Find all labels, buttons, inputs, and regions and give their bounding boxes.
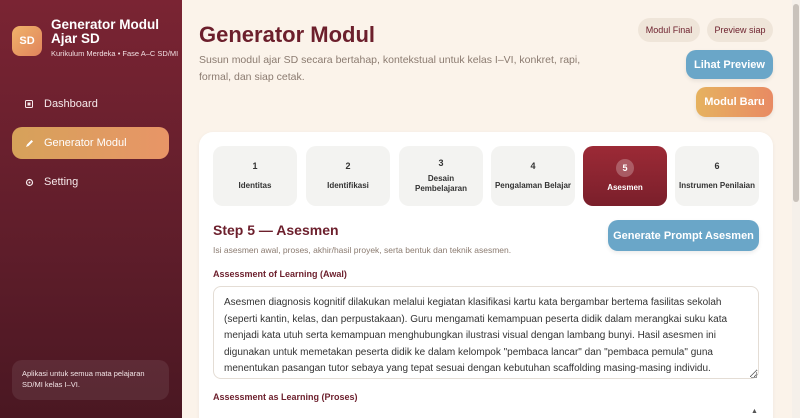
field-label-assessment-awal: Assessment of Learning (Awal)	[213, 269, 347, 279]
resize-handle[interactable]	[751, 372, 757, 378]
step-tab-5[interactable]	[583, 146, 667, 206]
step-number: 4	[530, 161, 536, 171]
step-title: Step 5 — Asesmen	[213, 222, 339, 238]
step-number: 3	[438, 158, 444, 168]
sidebar-item-label: Dashboard	[44, 98, 98, 110]
sidebar-note: Aplikasi untuk semua mata pelajaran SD/MI kelas I–VI.	[12, 360, 169, 400]
scrollbar-thumb[interactable]	[793, 4, 799, 202]
step-number: 6	[714, 161, 720, 171]
step-label: Asesmen	[607, 183, 643, 192]
step-tab-1[interactable]	[213, 146, 297, 206]
brand	[12, 18, 177, 78]
step-label: Identitas	[238, 181, 272, 190]
step-label: Desain Pembelajaran	[414, 174, 468, 193]
app-title: Generator Modul Ajar SD	[51, 17, 160, 46]
sidebar	[0, 0, 182, 418]
page-title: Generator Modul	[199, 22, 376, 47]
status-badge-final: Modul Final	[638, 18, 700, 42]
step-label: Instrumen Penilaian	[678, 181, 756, 190]
step-number: 5	[616, 159, 634, 177]
new-module-button[interactable]: Modul Baru	[696, 87, 773, 117]
step-tab-4[interactable]	[491, 146, 575, 206]
preview-button[interactable]: Lihat Preview	[686, 50, 773, 79]
step-tab-3[interactable]	[399, 146, 483, 206]
step-label: Identifikasi	[327, 181, 369, 190]
pencil-icon	[24, 138, 34, 148]
step-tab-2[interactable]	[306, 146, 390, 206]
field-label-assessment-proses: Assessment as Learning (Proses)	[213, 392, 358, 402]
page-description: Susun modul ajar SD secara bertahap, kontekstual untuk kelas I–VI, konkret, rapi, formal, dan siap cetak.	[199, 54, 581, 83]
gear-icon	[24, 177, 34, 187]
step-number: 1	[252, 161, 258, 171]
step-number: 2	[345, 161, 351, 171]
app-logo: SD	[12, 26, 42, 56]
assessment-awal-textarea[interactable]: Asesmen diagnosis kognitif dilakukan melalui kegiatan klasifikasi kartu kata bergambar bertema fasilitas sekolah (seperti kantin, kelas, dan perpustakaan). Guru mengamati kemampuan peserta didik dalam merangkai suku kata menjadi kata utuh serta kemampuan menghubungkan ilustrasi visual dengan lambang bunyi. Hasil asesmen ini digunakan untuk memetakan peserta didik ke dalam kelompok "pembaca lancar" dan "pembaca pemula" guna menentukan pasangan tutor sebaya yang tepat sesuai dengan kebutuhan scaffolding masing-masing individu.	[213, 286, 759, 379]
step-description: Isi asesmen awal, proses, akhir/hasil proyek, serta bentuk dan teknik asesmen.	[213, 245, 512, 255]
generate-prompt-button[interactable]: Generate Prompt Asesmen	[608, 220, 759, 251]
sidebar-item-setting[interactable]	[12, 166, 169, 198]
step-label: Pengalaman Belajar	[494, 181, 572, 190]
square-icon	[24, 99, 34, 109]
status-badge-preview: Preview siap	[707, 18, 773, 42]
sidebar-item-label: Generator Modul	[44, 137, 127, 149]
sidebar-item-label: Setting	[44, 176, 79, 188]
scroll-up-icon[interactable]: ▲	[751, 408, 758, 415]
app-subtitle: Kurikulum Merdeka • Fase A–C SD/MI	[51, 49, 179, 58]
sidebar-item-dashboard[interactable]	[12, 88, 169, 120]
step-tab-6[interactable]	[675, 146, 759, 206]
sidebar-item-generator-modul[interactable]	[12, 127, 169, 159]
